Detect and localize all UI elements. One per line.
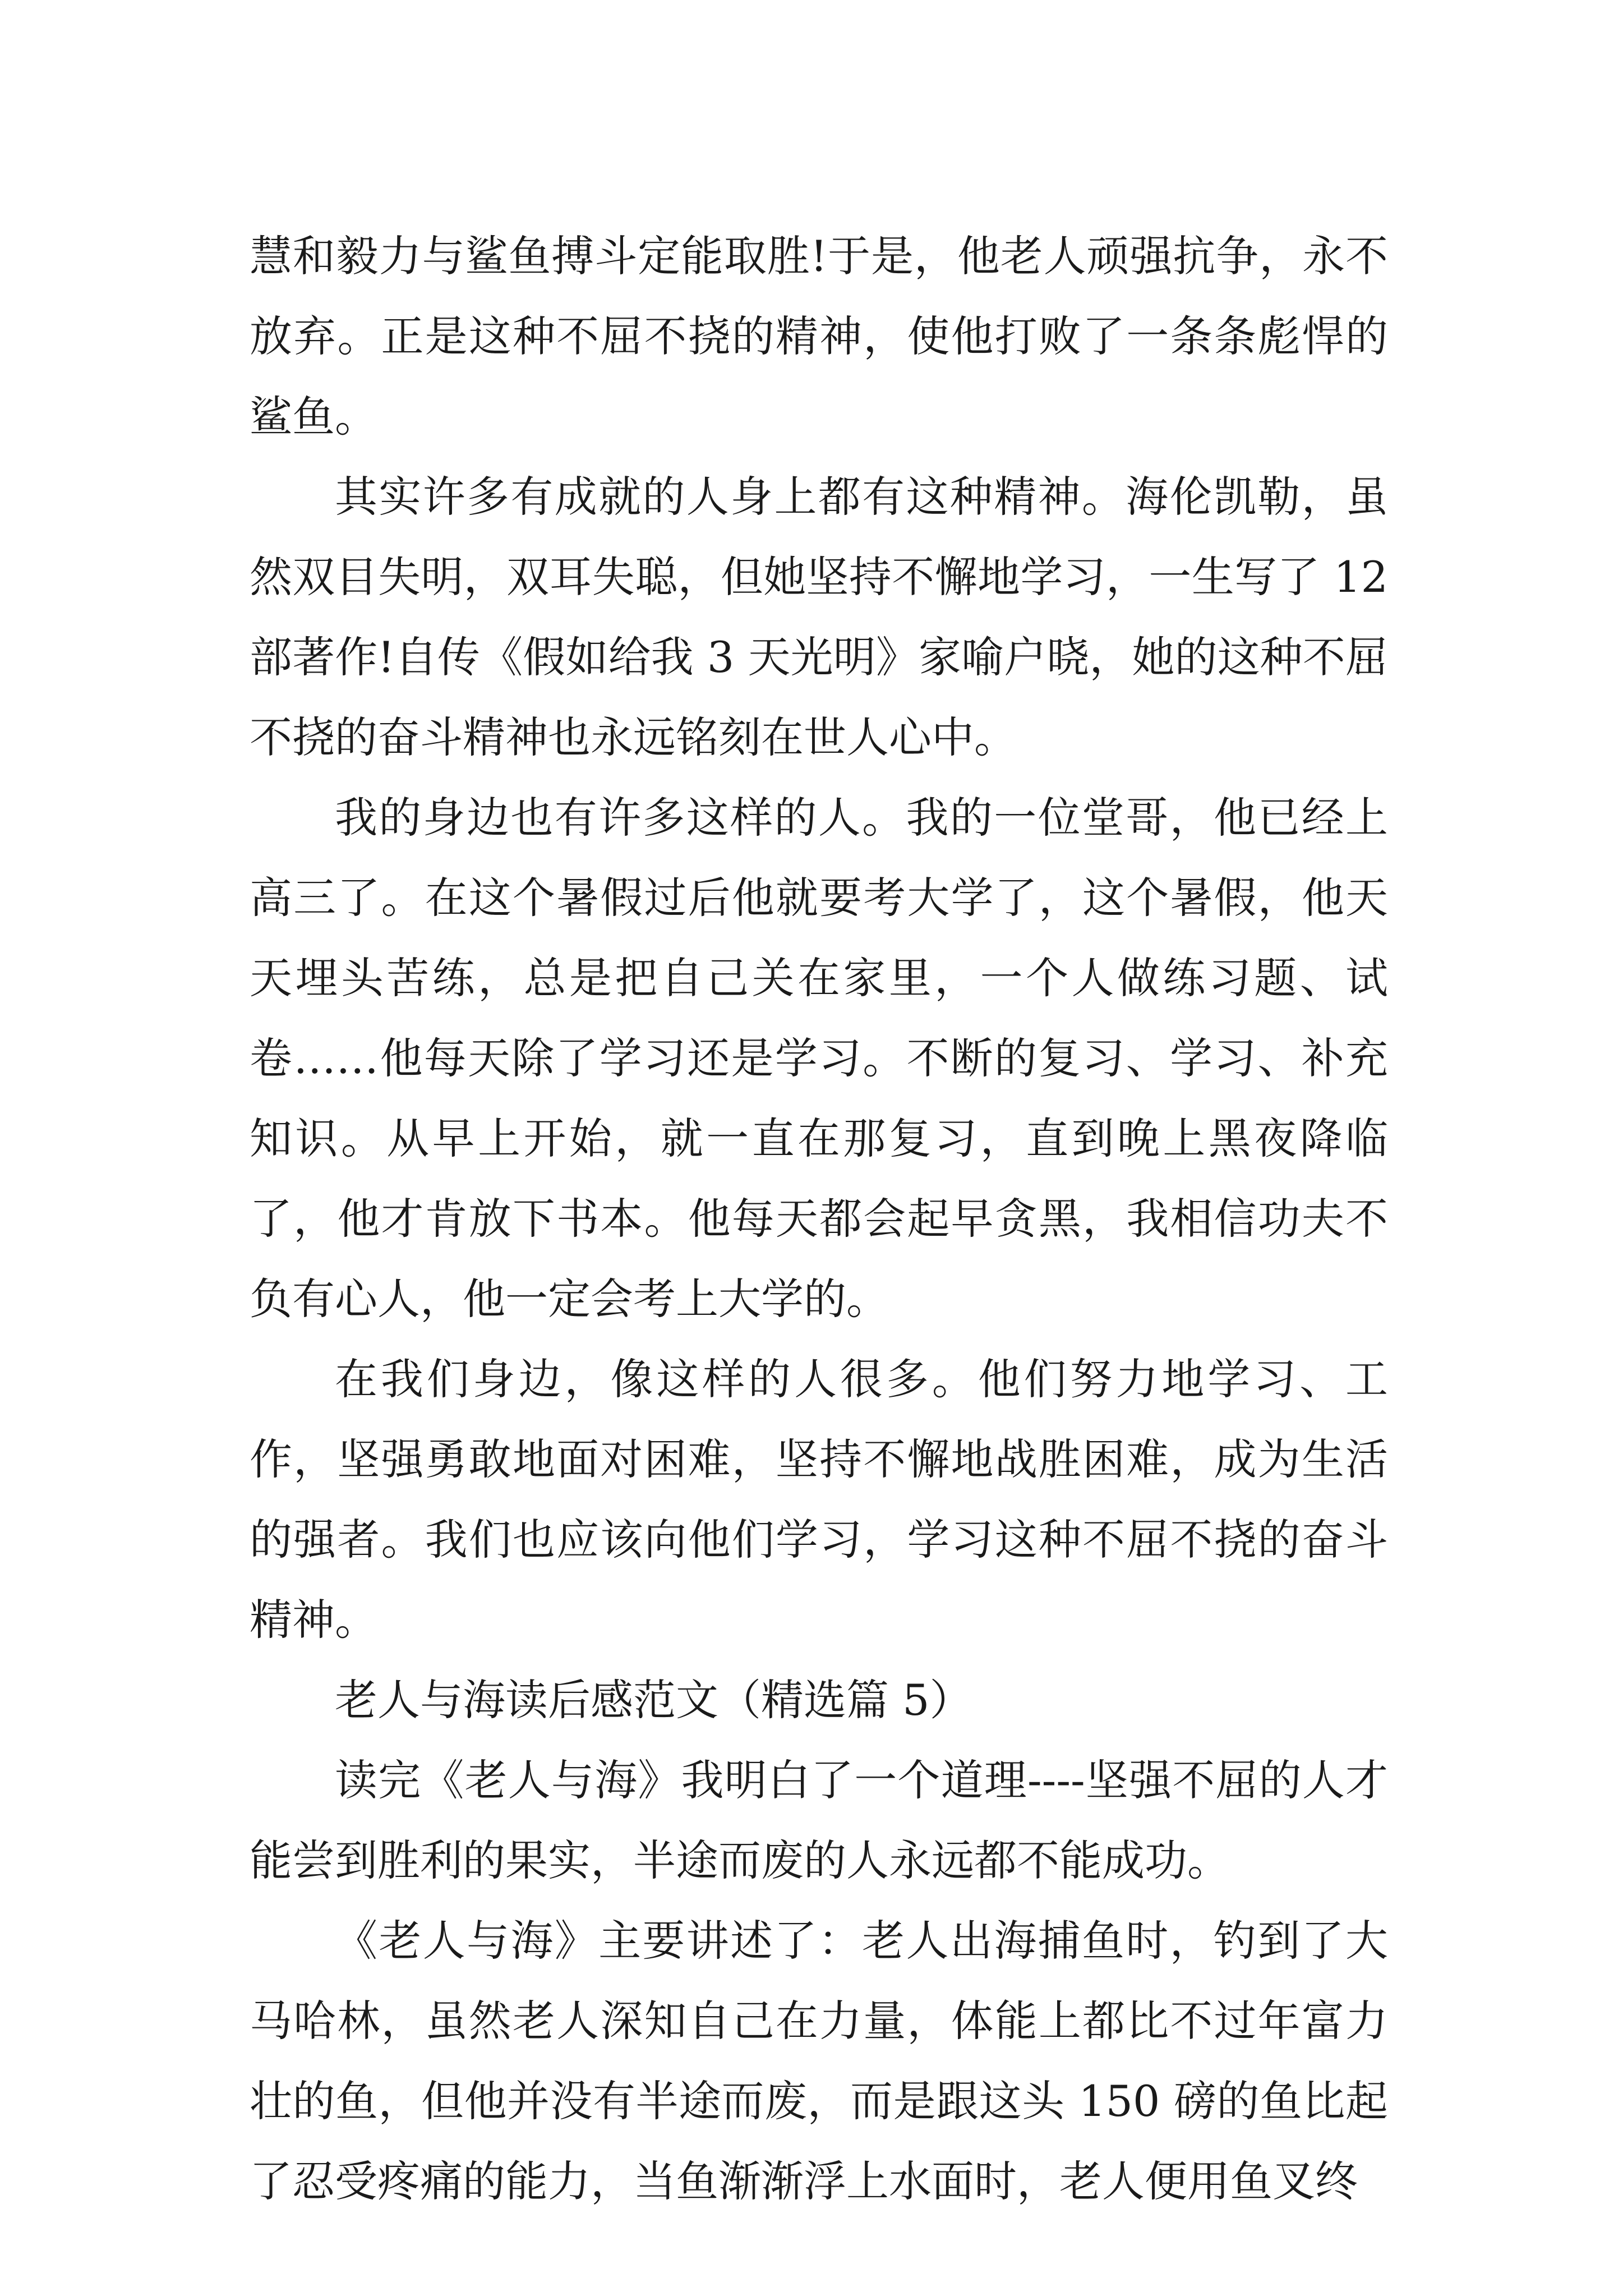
paragraph-summary: 《老人与海》主要讲述了：老人出海捕鱼时，钓到了大马哈林，虽然老人深知自己在力量，体能上都比不过年富力壮的鱼，但他并没有半途而废，而是跟这头 150 磅的鱼比起了忍受疼痛的能力，当鱼渐渐浮上水面时，老人便用鱼叉终 (250, 1916, 1388, 2206)
paragraph-lesson: 读完《老人与海》我明白了一个道理----坚强不屈的人才能尝到胜利的果实，半途而废的人永远都不能成功。 (250, 1755, 1388, 1885)
document-body (250, 216, 1388, 2221)
paragraph-helen-keller: 其实许多有成就的人身上都有这种精神。海伦凯勒，虽然双目失明，双耳失聪，但她坚持不懈地学习，一生写了 12 部著作!自传《假如给我 3 天光明》家喻户晓，她的这种不屈不挠的奋斗精神也永远铭刻在世人心中。 (250, 472, 1388, 762)
paragraph-people-around: 在我们身边，像这样的人很多。他们努力地学习、工作，坚强勇敢地面对困难，坚持不懈地战胜困难，成为生活的强者。我们也应该向他们学习，学习这种不屈不挠的奋斗精神。 (250, 1354, 1388, 1645)
paragraph-continued: 慧和毅力与鲨鱼搏斗定能取胜!于是，他老人顽强抗争，永不放弃。正是这种不屈不挠的精神，使他打败了一条条彪悍的鲨鱼。 (250, 231, 1388, 441)
paragraph-cousin: 我的身边也有许多这样的人。我的一位堂哥，他已经上高三了。在这个暑假过后他就要考大学了，这个暑假，他天天埋头苦练，总是把自己关在家里，一个人做练习题、试卷……他每天除了学习还是学习。不断的复习、学习、补充知识。从早上开始，就一直在那复习，直到晚上黑夜降临了，他才肯放下书本。他每天都会起早贪黑，我相信功夫不负有心人，他一定会考上大学的。 (250, 793, 1388, 1324)
section-heading: 老人与海读后感范文（精选篇 5） (335, 1675, 972, 1725)
